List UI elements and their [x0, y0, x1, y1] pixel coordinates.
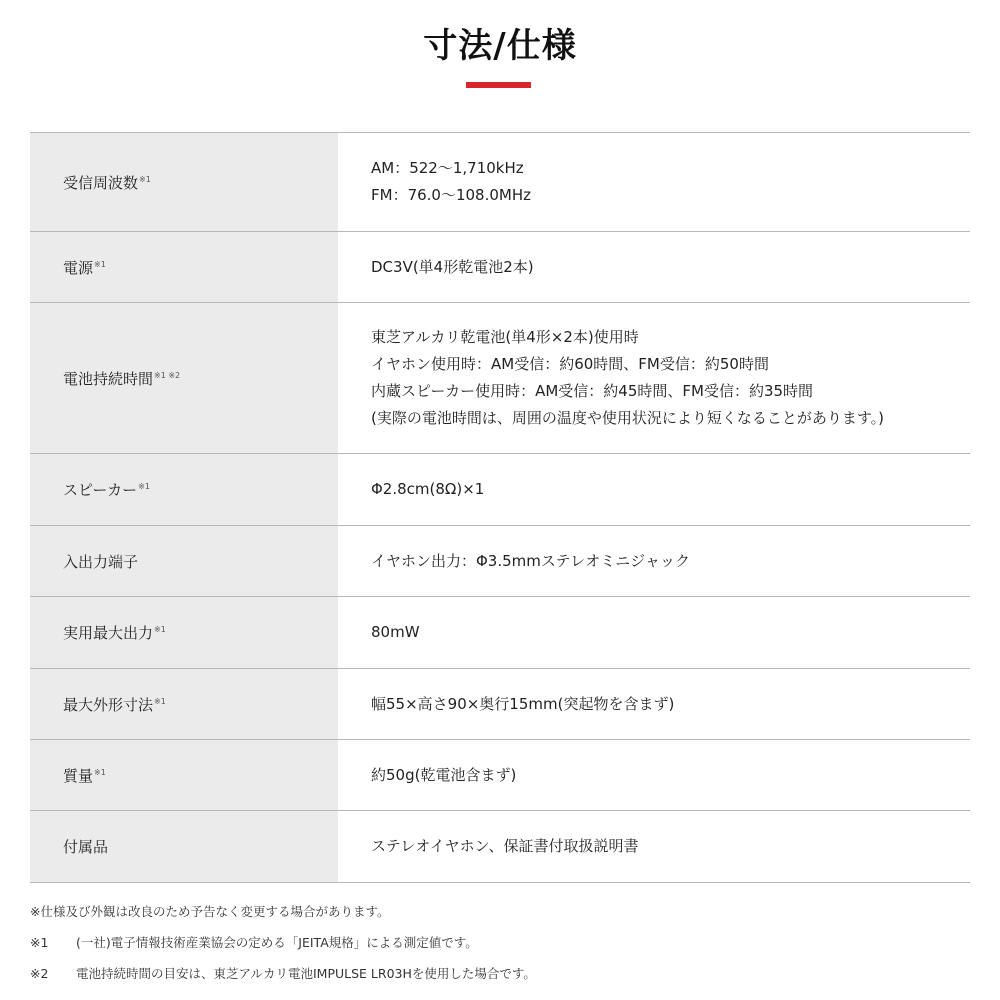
spec-label-cell: [30, 597, 338, 668]
spec-value-cell: [338, 669, 970, 739]
footnote-mark: ※2: [30, 966, 49, 981]
spec-label-cell: [30, 133, 338, 231]
spec-label-text: 受信周波数: [63, 173, 139, 192]
spec-label-cell: [30, 526, 338, 596]
spec-row-max-dimensions: [30, 669, 970, 740]
spec-value-line: FM：76.0～108.0MHz: [371, 186, 532, 204]
footnote-item: [30, 964, 970, 984]
spec-value-line: 約50g(乾電池含まず): [371, 765, 517, 784]
spec-label-text: 質量: [63, 766, 94, 785]
note-general: ※仕様及び外観は改良のため予告なく変更する場合があります。: [30, 904, 390, 919]
spec-row-battery-life: [30, 303, 970, 454]
spec-value-line: DC3V(単4形乾電池2本): [371, 257, 534, 276]
spec-row-mass: [30, 740, 970, 811]
footnote-mark: ※1: [94, 259, 106, 269]
spec-row-io-terminal: [30, 526, 970, 597]
footnote-mark: ※1: [94, 767, 106, 777]
spec-value-line: (実際の電池時間は、周囲の温度や使用状況により短くなることがあります。): [371, 409, 885, 427]
spec-value-cell: [338, 811, 970, 882]
footnote-mark: ※1 ※2: [154, 370, 181, 380]
spec-label-cell: [30, 232, 338, 302]
spec-label-cell: [30, 454, 338, 525]
spec-row-speaker: [30, 454, 970, 526]
footnote-mark: ※1: [30, 935, 49, 950]
spec-label-cell: [30, 740, 338, 810]
spec-value-cell: [338, 526, 970, 596]
spec-label-cell: [30, 303, 338, 453]
footnote-item: [30, 933, 970, 953]
spec-row-power-source: [30, 232, 970, 303]
footnote-mark: ※1: [138, 482, 150, 491]
spec-label-text: 電池持続時間: [63, 369, 154, 388]
spec-value-line: 内蔵スピーカー使用時：AM受信：約45時間、FM受信：約35時間: [371, 382, 814, 400]
spec-value-line: イヤホン出力：Φ3.5mmステレオミニジャック: [371, 551, 690, 570]
spec-row-max-output: [30, 597, 970, 669]
spec-label-text: 電源: [63, 258, 94, 277]
spec-value-cell: [338, 303, 970, 453]
page-title: 寸法/仕様: [423, 26, 577, 66]
spec-row-reception-frequency: [30, 133, 970, 232]
spec-value-cell: [338, 740, 970, 810]
spec-label-text: 最大外形寸法: [63, 695, 154, 714]
footnote-text: 電池持続時間の目安は、東芝アルカリ電池IMPULSE LR03Hを使用した場合です。: [76, 966, 536, 981]
footnote-mark: ※1: [154, 696, 166, 706]
footnote-mark: ※1: [139, 174, 151, 184]
footnote-text: (一社)電子情報技術産業協会の定める「JEITA規格」による測定値です。: [76, 935, 478, 950]
spec-value-cell: [338, 597, 970, 668]
spec-row-accessories: [30, 811, 970, 883]
spec-value-line: Φ2.8cm(8Ω)×1: [371, 480, 485, 498]
footnote-mark: ※1: [154, 625, 166, 634]
spec-value-cell: [338, 454, 970, 525]
footnotes: [30, 902, 970, 995]
spec-label-text: 入出力端子: [63, 552, 139, 571]
spec-value-cell: [338, 133, 970, 231]
spec-value-line: イヤホン使用時：AM受信：約60時間、FM受信：約50時間: [371, 355, 769, 373]
spec-label-text: 付属品: [63, 838, 109, 856]
spec-value-cell: [338, 232, 970, 302]
spec-value-line: ステレオイヤホン、保証書付取扱説明書: [371, 837, 639, 855]
spec-label-text: 実用最大出力: [63, 624, 154, 642]
spec-label-cell: [30, 811, 338, 882]
spec-value-line: 東芝アルカリ乾電池(単4形×2本)使用時: [371, 328, 639, 346]
spec-value-line: 幅55×高さ90×奥行15mm(突起物を含まず): [371, 694, 675, 713]
spec-table: [30, 132, 970, 883]
spec-label-cell: [30, 669, 338, 739]
spec-value-line: AM：522～1,710kHz: [371, 159, 524, 177]
spec-value-line: 80mW: [371, 623, 420, 641]
title-accent-bar: [466, 82, 531, 88]
spec-label-text: スピーカー: [63, 481, 138, 499]
